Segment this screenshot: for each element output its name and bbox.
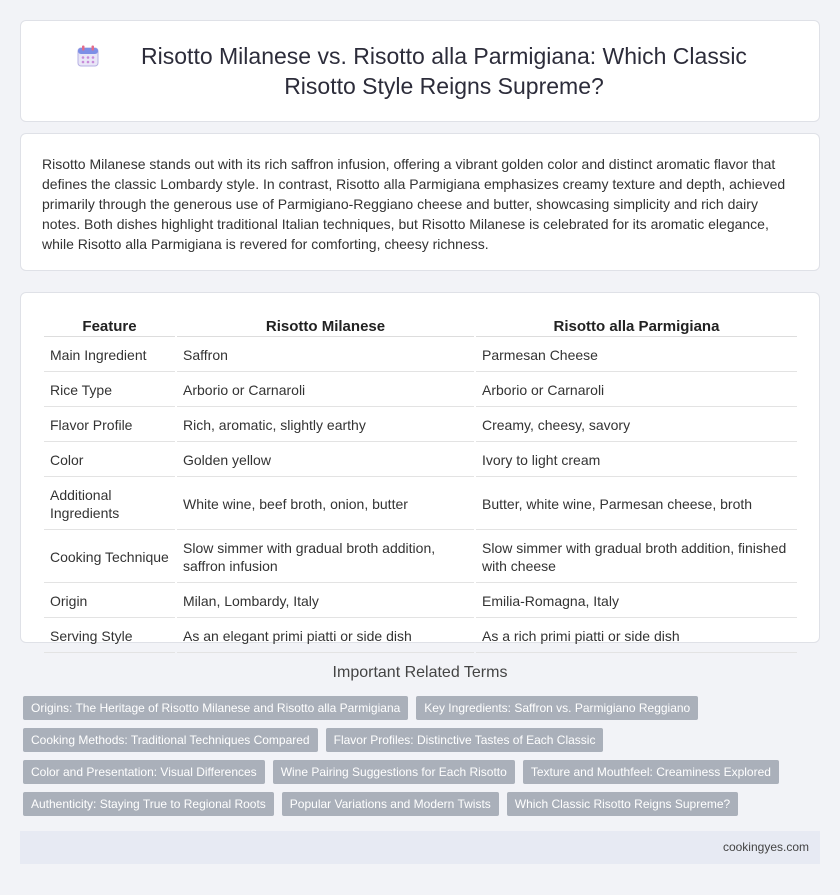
related-term-link[interactable]: Key Ingredients: Saffron vs. Parmigiano Reggiano	[416, 696, 698, 720]
cell-milanese: Saffron	[177, 339, 474, 372]
table-row	[44, 339, 797, 372]
footer-site: cookingyes.com	[722, 840, 809, 854]
table-row	[44, 585, 797, 618]
cell-milanese: Milan, Lombardy, Italy	[177, 585, 474, 618]
table-row	[44, 479, 797, 530]
cell-milanese: Golden yellow	[177, 444, 474, 477]
cell-parmigiana: Creamy, cheesy, savory	[476, 409, 797, 442]
related-terms-list	[23, 696, 823, 824]
calendar-icon	[76, 44, 100, 68]
cell-feature: Serving Style	[44, 620, 175, 653]
cell-parmigiana: Slow simmer with gradual broth addition, finished with cheese	[476, 532, 797, 583]
cell-parmigiana: Emilia-Romagna, Italy	[476, 585, 797, 618]
related-term-link[interactable]: Wine Pairing Suggestions for Each Risotto	[273, 760, 515, 784]
cell-milanese: Slow simmer with gradual broth addition, saffron infusion	[177, 532, 474, 583]
comparison-table	[42, 313, 799, 655]
related-term-link[interactable]: Color and Presentation: Visual Differences	[23, 760, 265, 784]
table-row	[44, 620, 797, 653]
table-row	[44, 444, 797, 477]
related-term-link[interactable]: Which Classic Risotto Reigns Supreme?	[507, 792, 738, 816]
cell-feature: Cooking Technique	[44, 532, 175, 583]
header-parmigiana: Risotto alla Parmigiana	[476, 315, 797, 337]
cell-feature: Color	[44, 444, 175, 477]
comparison-table-card	[20, 292, 820, 643]
cell-parmigiana: Parmesan Cheese	[476, 339, 797, 372]
cell-milanese: White wine, beef broth, onion, butter	[177, 479, 474, 530]
summary-card	[20, 133, 820, 271]
footer	[20, 831, 820, 864]
cell-milanese: Arborio or Carnaroli	[177, 374, 474, 407]
table-header-row	[44, 315, 797, 337]
cell-milanese: As an elegant primi piatti or side dish	[177, 620, 474, 653]
related-terms-row	[23, 728, 823, 752]
table-row	[44, 374, 797, 407]
cell-feature: Main Ingredient	[44, 339, 175, 372]
table-row	[44, 409, 797, 442]
cell-parmigiana: Arborio or Carnaroli	[476, 374, 797, 407]
header-milanese: Risotto Milanese	[177, 315, 474, 337]
title-wrap	[76, 41, 764, 101]
cell-feature: Origin	[44, 585, 175, 618]
related-term-link[interactable]: Flavor Profiles: Distinctive Tastes of Each Classic	[326, 728, 604, 752]
cell-parmigiana: Ivory to light cream	[476, 444, 797, 477]
related-term-link[interactable]: Cooking Methods: Traditional Techniques Compared	[23, 728, 318, 752]
related-term-link[interactable]: Texture and Mouthfeel: Creaminess Explored	[523, 760, 779, 784]
summary-text: Risotto Milanese stands out with its rich saffron infusion, offering a vibrant golden color and distinct aromatic flavor that defines the classic Lombardy style. In contrast, Risotto alla Parmigiana emphasizes creamy texture and depth, achieved primarily through the generous use of Parmigiano-Reggiano cheese and butter, showcasing simplicity and rich dairy notes. Both dishes highlight traditional Italian techniques, but Risotto Milanese is celebrated for its aromatic elegance, while Risotto alla Parmigiana is revered for comforting, cheesy richness.	[42, 156, 786, 252]
cell-parmigiana: Butter, white wine, Parmesan cheese, broth	[476, 479, 797, 530]
header-feature: Feature	[44, 315, 175, 337]
related-terms-row	[23, 792, 823, 816]
cell-feature: Rice Type	[44, 374, 175, 407]
related-term-link[interactable]: Authenticity: Staying True to Regional Roots	[23, 792, 274, 816]
header-card	[20, 20, 820, 122]
table-row	[44, 532, 797, 583]
cell-milanese: Rich, aromatic, slightly earthy	[177, 409, 474, 442]
related-terms-row	[23, 760, 823, 784]
page-title: Risotto Milanese vs. Risotto alla Parmigiana: Which Classic Risotto Style Reigns Supreme?	[141, 43, 747, 99]
related-term-link[interactable]: Popular Variations and Modern Twists	[282, 792, 499, 816]
cell-feature: Additional Ingredients	[44, 479, 175, 530]
cell-feature: Flavor Profile	[44, 409, 175, 442]
cell-parmigiana: As a rich primi piatti or side dish	[476, 620, 797, 653]
related-term-link[interactable]: Origins: The Heritage of Risotto Milanese and Risotto alla Parmigiana	[23, 696, 408, 720]
related-terms-title: Important Related Terms	[332, 664, 508, 681]
related-terms-row	[23, 696, 823, 720]
